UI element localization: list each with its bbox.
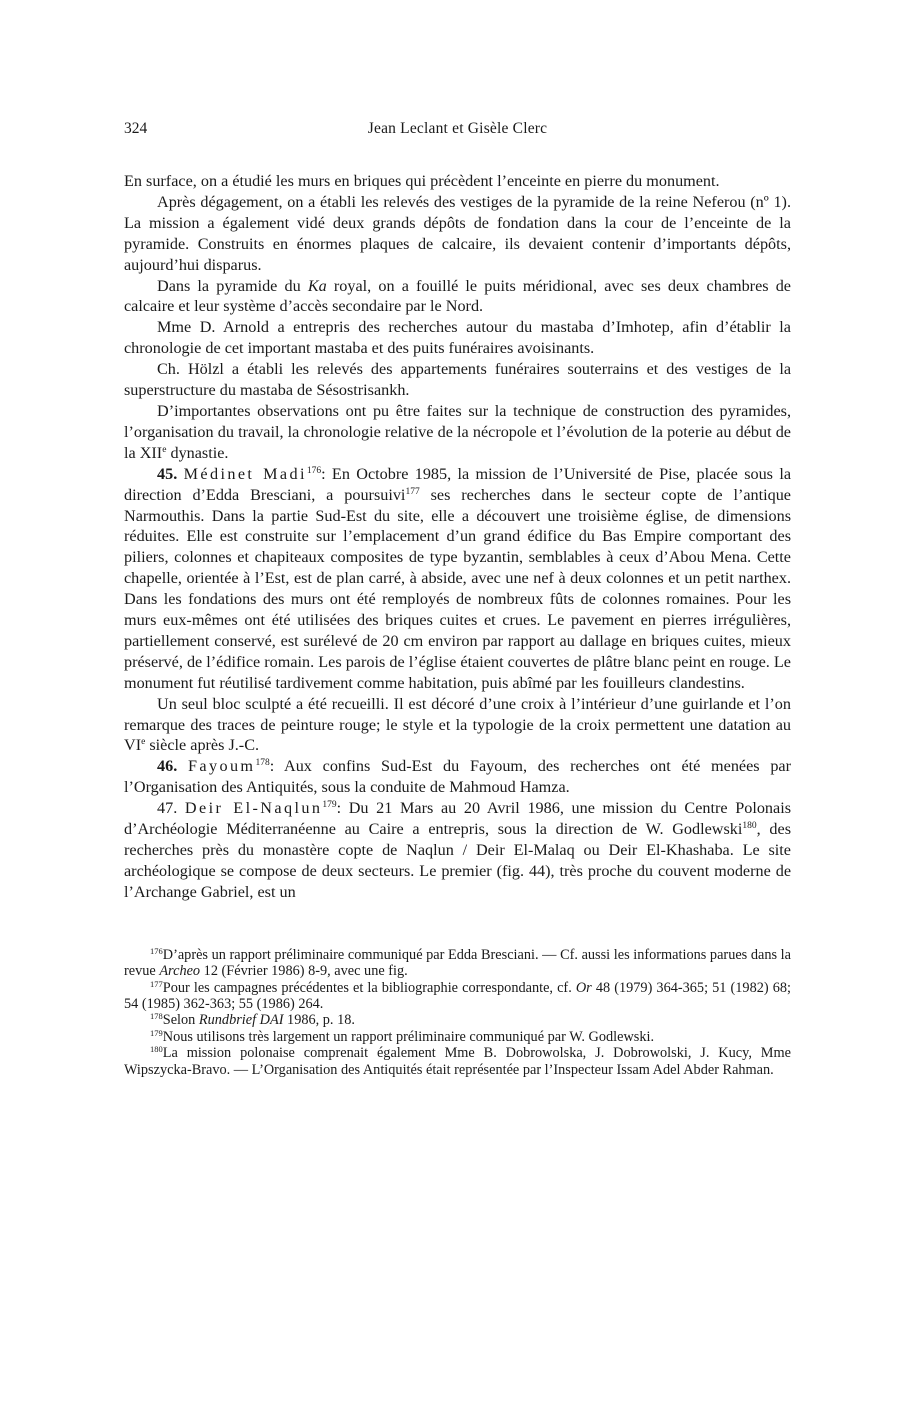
footnote: $^{176}$D’après un rapport préliminaire communiqué par Edda Bresciani. — Cf. aussi les informations parues dans la revue Archeo 12 (Février 1986) 8-9, avec une fig. bbox=[124, 945, 791, 980]
paragraph: Ch. Hölzl a établi les relevés des appartements funéraires souterrains et des vestiges de la superstructure du mastaba de Sésostrisankh. bbox=[124, 360, 791, 400]
footnote-number: 180 bbox=[150, 1044, 163, 1055]
paragraph: Un seul bloc sculpté a été recueilli. Il est décoré d’une croix à l’intérieur d’une guirlande et l’on remarque des traces de peinture rouge; le style et la typologie de la croix permettent une datation au VIe siècle après J.-C. bbox=[124, 694, 791, 755]
page-number: 324 bbox=[124, 120, 148, 137]
footnote-ref: 176 bbox=[306, 465, 322, 476]
section-45: 45. Médinet Madi$^{176}$: En Octobre 1985, la mission de l’Université de Pise, placée sous la direction d’Edda Bresciani, a poursuivi$^{177}$ ses recherches dans le secteur copte de l’antique Narmouthis. Dans la partie Sud-Est du site, elle a découvert une troisième église, de dimensions réduites. Elle est construite sur l’emplacement d’un grand édifice du Bas Empire comportant des piliers, colonnes et chapiteaux composites de type byzantin, semblables à ceux d’Abou Mena. Cette chapelle, orientée à l’Est, est de plan carré, à abside, avec une nef à deux colonnes et un petit narthex. Dans les fondations des murs ont été remployés de nombreux fûts de colonnes romaines. Pour les murs eux-mêmes ont été utilisées des briques cuites et crues. Le pavement en pierres irrégulières, partiellement conservé, est surélevé de 20 cm environ par rapport au dallage en briques cuites, mieux préservé, de l’édifice romain. Les parois de l’église étaient couvertes de plâtre blanc peint en rouge. Le monument fut réutilisé tardivement comme habitation, puis abîmé par les fouilleurs clandestins. bbox=[124, 464, 792, 692]
emphasis: Ka bbox=[307, 276, 327, 295]
paragraph: D’importantes observations ont pu être faites sur la technique de construction des pyramides, l’organisation du travail, la chronologie relative de la nécropole et l’évolution de la poterie au début de la XIIe dynastie. bbox=[124, 401, 791, 462]
paragraph: Mme D. Arnold a entrepris des recherches autour du mastaba d’Imhotep, afin d’établir la chronologie de cet important mastaba et des puits funéraires avoisinants. bbox=[124, 318, 791, 358]
footnote-number: 177 bbox=[150, 978, 163, 989]
paragraph: En surface, on a étudié les murs en briques qui précèdent l’enceinte en pierre du monument. bbox=[124, 172, 720, 190]
paragraph: Après dégagement, on a établi les relevés des vestiges de la pyramide de la reine Neferou (nº 1). La mission a également vidé deux grands dépôts de fondation dans la cour de l’enceinte de la pyramide. Construits en énormes plaques de calcaire, ils devaient contenir d’importants dépôts, aujourd’hui disparus. bbox=[124, 192, 791, 274]
footnote-number: 178 bbox=[150, 1011, 163, 1022]
paragraph: Dans la pyramide du Ka royal, on a fouillé le puits méridional, avec ses deux chambres de calcaire et leur système d’accès secondaire par le Nord. bbox=[124, 276, 791, 316]
footnote-ref: 179 bbox=[322, 800, 337, 811]
footnote: $^{180}$La mission polonaise comprenait également Mme B. Dobrowolska, J. Dobrowolski, J. Kucy, Mme Wipszycka-Bravo. — L’Organisation des Antiquités était représentée par l’Inspecteur Issam Adel Abder Rahman. bbox=[124, 1044, 791, 1078]
footnotes bbox=[124, 947, 791, 1078]
footnote-ref: 178 bbox=[255, 758, 270, 769]
section-number: 46. bbox=[157, 757, 178, 776]
site-name: Deir El-Naqlun bbox=[184, 799, 323, 818]
footnote: $^{178}$Selon Rundbrief DAI 1986, p. 18. bbox=[150, 1011, 355, 1029]
running-title: Jean Leclant et Gisèle Clerc bbox=[367, 120, 548, 137]
footnote-number: 176 bbox=[150, 945, 163, 956]
main-text bbox=[124, 171, 791, 903]
page-header bbox=[124, 120, 791, 144]
superscript: e bbox=[141, 737, 146, 748]
footnote: $^{179}$Nous utilisons très largement un rapport préliminaire communiqué par W. Godlewski. bbox=[150, 1027, 655, 1045]
section-46: 46. Fayoum$^{178}$: Aux confins Sud-Est du Fayoum, des recherches ont été menées par l’Organisation des Antiquités, sous la conduite de Mahmoud Hamza. bbox=[124, 757, 791, 797]
section-47: 47. Deir El-Naqlun$^{179}$: Du 21 Mars au 20 Avril 1986, une mission du Centre Polonais d’Archéologie Méditerranéenne au Caire a entrepris, sous la direction de W. Godlewski$^{180}$, des recherches près du monastère copte de Naqlun / Deir El-Malaq ou Deir El-Khashaba. Le site archéologique se compose de deux secteurs. Le premier (fig. 44), très proche du couvent moderne de l’Archange Gabriel, est un bbox=[124, 799, 791, 901]
superscript: e bbox=[162, 444, 167, 455]
section-number: 45. bbox=[157, 464, 178, 483]
footnote-ref: 177 bbox=[405, 486, 420, 497]
section-number: 47. bbox=[157, 799, 178, 818]
footnote-ref: 180 bbox=[742, 821, 757, 832]
page bbox=[124, 120, 791, 1078]
site-name: Médinet Madi bbox=[183, 464, 307, 483]
site-name: Fayoum bbox=[187, 757, 256, 776]
footnote-number: 179 bbox=[150, 1027, 163, 1038]
footnote: $^{177}$Pour les campagnes précédentes et la bibliographie correspondante, cf. Or 48 (1979) 364-365; 51 (1982) 68; 54 (1985) 362-363; 55 (1986) 264. bbox=[124, 978, 791, 1012]
